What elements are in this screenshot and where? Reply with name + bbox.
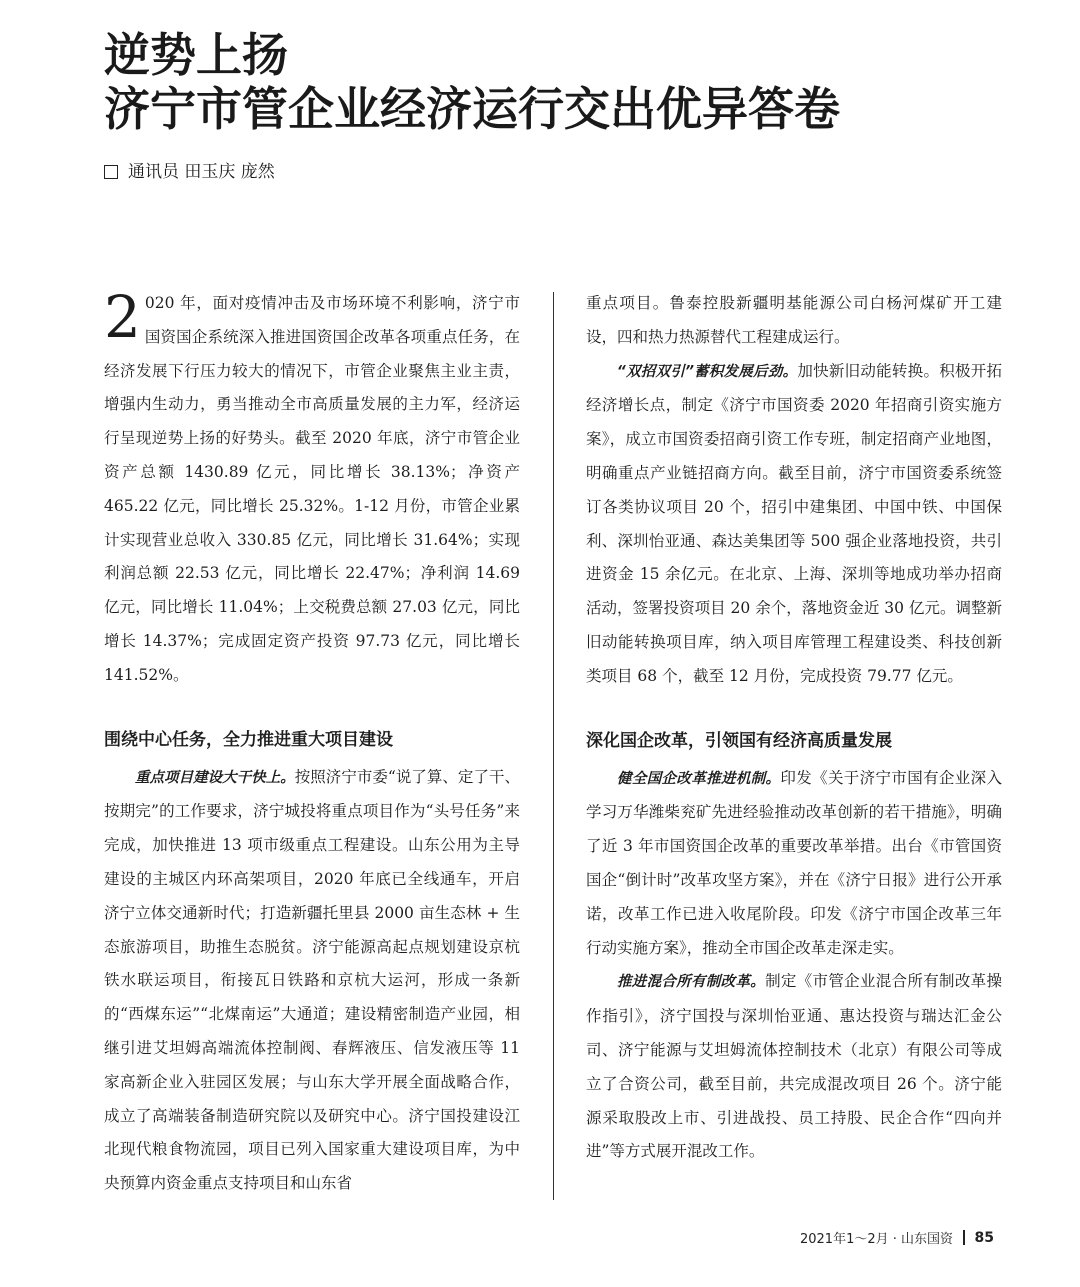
section-heading-1: 围绕中心任务，全力推进重大项目建设: [104, 729, 393, 750]
article-title: [104, 28, 840, 136]
paragraph-2-text: 加快新旧动能转换。积极开拓经济增长点，制定《济宁市国资委 2020 年招商引资实施方案》，成立市国资委招商引资工作专班，制定招商产业地图，明确重点产业链招商方向。截至目前，济宁市国资委系统签订各类协议项目 20 个，招引中建集团、中国中铁、中国保利、深圳怡亚通、森达美集团等 500 强企业落地投资，共引进资金 15 余亿元。在北京、上海、深圳等地成功举办招商活动，签署投资项目 20 余个，落地资金近 30 亿元。调整新旧动能转换项目库，纳入项目库管理工程建设类、科技创新类项目 68 个，截至 12 月份，完成投资 79.77 亿元。: [586, 361, 1002, 685]
section-heading-2: 深化国企改革，引领国有经济高质量发展: [586, 730, 892, 751]
footer-separator: [963, 1230, 965, 1245]
right-column: [586, 287, 1002, 1169]
paragraph-4: [586, 965, 1002, 1169]
paragraph-2-keyword: “双招双引”蓄积发展后劲。: [617, 363, 798, 380]
page-number: 85: [974, 1229, 994, 1246]
paragraph-4-keyword: 推进混合所有制改革。: [617, 974, 766, 991]
byline: [104, 160, 275, 184]
paragraph-3-keyword: 健全国企改革推进机制。: [617, 770, 781, 787]
paragraph-3: [586, 762, 1002, 966]
title-line-2: 济宁市管企业经济运行交出优异答卷: [104, 82, 840, 136]
paragraph-3-text: 印发《关于济宁市国有企业深入学习万华潍柴兖矿先进经验推动改革创新的若干措施》，明确了近 3 年市国资国企改革的重要改革举措。出台《市管国资国企“倒计时”改革攻坚方案》，并在《济宁日报》进行公开承诺，改革工作已进入收尾阶段。印发《济宁市国企改革三年行动实施方案》，推动全市国企改革走深走实。: [586, 768, 1002, 957]
continuation-paragraph: 重点项目。鲁泰控股新疆明基能源公司白杨河煤矿开工建设，四和热力热源替代工程建成运行。: [586, 294, 1002, 346]
section1-paragraph: [104, 761, 520, 1201]
paragraph-4-text: 制定《市管企业混合所有制改革操作指引》，济宁国投与深圳怡亚通、惠达投资与瑞达汇金公司、济宁能源与艾坦姆流体控制技术（北京）有限公司等成立了合资公司，截至目前，共完成混改项目 26 个。济宁能源采取股改上市、引进战投、员工持股、民企合作“四向并进”等方式展开混改工作。: [586, 972, 1002, 1161]
square-bullet-icon: [104, 165, 118, 179]
section1-text: 按照济宁市委“说了算、定了干、按期完”的工作要求，济宁城投将重点项目作为“头号任务”来完成，加快推进 13 项市级重点工程建设。山东公用为主导建设的主城区内环高架项目，2020 年底已全线通车，开启济宁立体交通新时代；打造新疆托里县 2000 亩生态林 + 生态旅游项目，助推生态脱贫。济宁能源高起点规划建设京杭铁水联运项目，衔接瓦日铁路和京杭大运河，形成一条新的“西煤东运”“北煤南运”大通道；建设精密制造产业园，相继引进艾坦姆高端流体控制阀、春辉液压、信发液压等 11 家高新企业入驻园区发展；与山东大学开展全面战略合作，成立了高端装备制造研究院以及研究中心。济宁国投建设江北现代粮食物流园，项目已列入国家重大建设项目库，为中央预算内资金重点支持项目和山东省: [104, 767, 520, 1193]
byline-text: 通讯员 田玉庆 庞然: [128, 162, 275, 182]
paragraph-2: [586, 355, 1002, 694]
title-line-1: 逆势上扬: [104, 28, 288, 82]
intro-paragraph: [104, 283, 520, 693]
left-column: [104, 283, 520, 1201]
intro-text: 020 年，面对疫情冲击及市场环境不利影响，济宁市国资国企系统深入推进国资国企改革各项重点任务，在经济发展下行压力较大的情况下，市管企业聚焦主业主责，增强内生动力，勇当推动全市高质量发展的主力军，经济运行呈现逆势上扬的好势头。截至 2020 年底，济宁市管企业资产总额 1430.89 亿元，同比增长 38.13%；净资产 465.22 亿元，同比增长 25.32%。1-12 月份，市管企业累计实现营业总收入 330.85 亿元，同比增长 31.64%；实现利润总额 22.53 亿元，同比增长 22.47%；净利润 14.69 亿元，同比增长 11.04%；上交税费总额 27.03 亿元，同比增长 14.37%；完成固定资产投资 97.73 亿元，同比增长 141.52%。: [104, 294, 520, 684]
issue-label: 2021年1～2月 · 山东国资: [799, 1232, 954, 1247]
drop-cap: 2: [104, 283, 141, 351]
page-footer: [800, 1228, 994, 1247]
section1-keyword: 重点项目建设大干快上。: [135, 769, 295, 786]
column-divider: [553, 292, 554, 1200]
